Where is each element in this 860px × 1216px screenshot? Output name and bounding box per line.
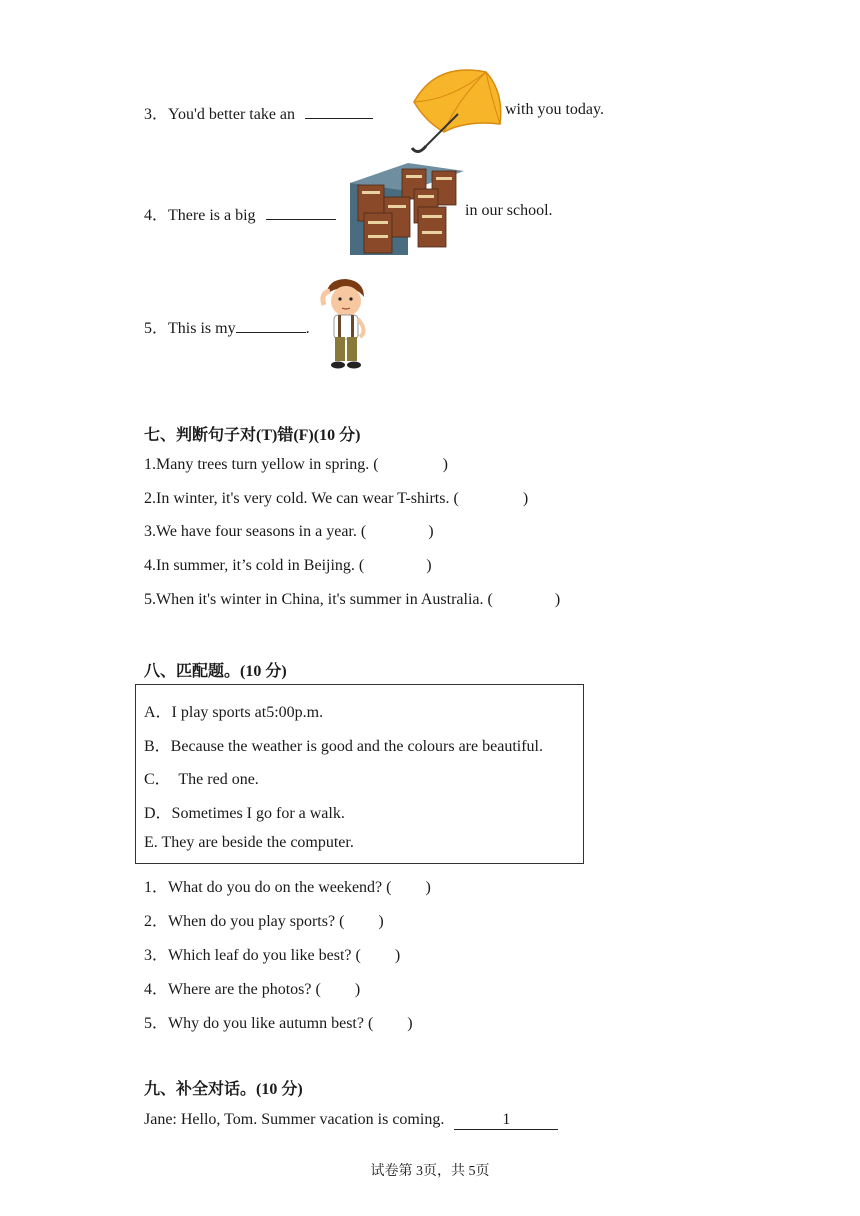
question-text: This is my (168, 320, 236, 337)
umbrella-picture (396, 62, 504, 158)
page-footer: 试卷第 3页，共 5页 (370, 1164, 490, 1179)
section-7-item-3: 3.We have four seasons in a year. ( ) (144, 523, 434, 540)
question-text: There is a big (168, 207, 256, 224)
dialogue-line-1: Jane: Hello, Tom. Summer vacation is coming. 1 (144, 1111, 558, 1130)
answer-blank[interactable] (266, 205, 336, 220)
section-9-title: 九、补全对话。(10 分) (144, 1081, 303, 1098)
match-question-4: 4．Where are the photos? ( ) (144, 981, 361, 998)
answer-blank[interactable] (236, 318, 306, 333)
option-e: E. They are beside the computer. (144, 834, 354, 851)
option-d: D．Sometimes I go for a walk. (144, 805, 345, 822)
question-3-ending: with you today. (505, 101, 604, 118)
match-question-1: 1．What do you do on the weekend? ( ) (144, 879, 431, 896)
option-a: A．I play sports at5:00p.m. (144, 704, 324, 721)
boy-picture (316, 275, 374, 371)
question-4 (144, 202, 336, 225)
section-7-item-5: 5.When it's winter in China, it's summer in Australia. ( ) (144, 591, 561, 608)
answer-blank[interactable] (305, 104, 373, 119)
section-7-title: 七、判断句子对(T)错(F)(10 分) (144, 427, 361, 444)
option-b: B．Because the weather is good and the colours are beautiful. (144, 738, 543, 755)
question-5 (144, 315, 310, 338)
match-question-3: 3．Which leaf do you like best? ( ) (144, 947, 401, 964)
question-4-ending: in our school. (465, 202, 553, 219)
section-7-item-4: 4.In summer, it’s cold in Beijing. ( ) (144, 557, 432, 574)
question-number: 4． (144, 207, 169, 224)
question-3 (144, 101, 373, 124)
section-7-item-1: 1.Many trees turn yellow in spring. ( ) (144, 456, 448, 473)
match-question-5: 5．Why do you like autumn best? ( ) (144, 1015, 413, 1032)
option-c: C． The red one. (144, 771, 259, 788)
section-7-item-2: 2.In winter, it's very cold. We can wear T-shirts. ( ) (144, 490, 529, 507)
library-picture (348, 163, 466, 257)
question-number: 5． (144, 320, 169, 337)
match-question-2: 2．When do you play sports? ( ) (144, 913, 384, 930)
dialogue-blank-1[interactable]: 1 (454, 1111, 558, 1130)
question-number: 3． (144, 106, 169, 123)
question-text: You'd better take an (168, 106, 296, 123)
section-8-title: 八、匹配题。(10 分) (144, 663, 287, 680)
question-5-ending: . (305, 320, 310, 337)
